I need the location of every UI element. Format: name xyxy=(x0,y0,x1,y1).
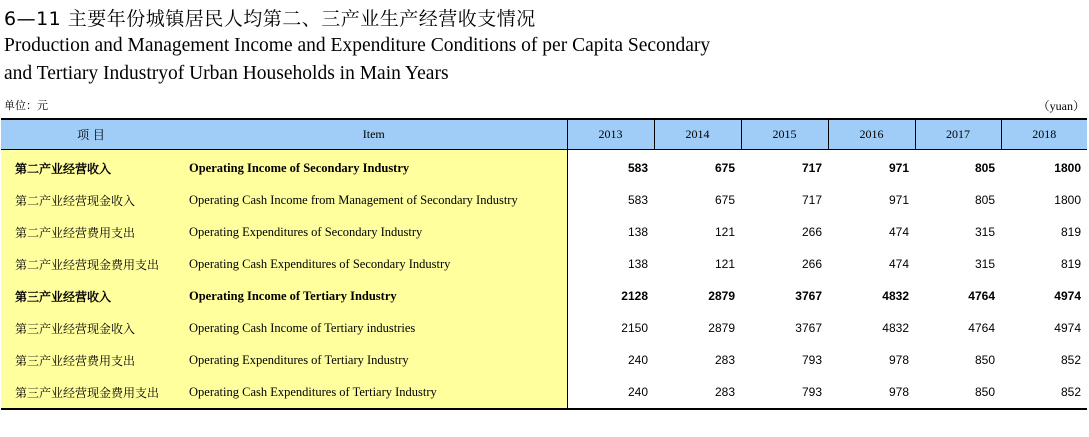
row-label-cn: 第二产业经营费用支出 xyxy=(1,216,181,248)
table-row xyxy=(1,344,1087,376)
value-cell: 675 xyxy=(714,161,735,175)
value-cell: 978 xyxy=(888,385,909,399)
header-item-cn: 项 目 xyxy=(1,119,181,150)
value-cell: 675 xyxy=(714,193,735,207)
table-row xyxy=(1,376,1087,409)
value-cell: 121 xyxy=(714,257,735,271)
table-body xyxy=(1,150,1087,410)
value-cell: 971 xyxy=(888,193,909,207)
value-cell: 138 xyxy=(627,257,648,271)
value-cell: 4832 xyxy=(882,289,909,303)
value-cell: 315 xyxy=(974,257,995,271)
header-year: 2018 xyxy=(1001,119,1087,150)
value-cell: 2128 xyxy=(621,289,648,303)
value-cell: 1800 xyxy=(1054,193,1081,207)
value-cell: 819 xyxy=(1060,225,1081,239)
value-cell: 852 xyxy=(1060,353,1081,367)
value-cell: 852 xyxy=(1060,385,1081,399)
table-title-en-line1: Production and Management Income and Expenditure Conditions of per Capita Secondary xyxy=(4,35,711,56)
value-cell: 2150 xyxy=(621,321,648,335)
header-year: 2013 xyxy=(567,119,654,150)
value-cell: 850 xyxy=(974,353,995,367)
value-cell: 793 xyxy=(801,385,822,399)
value-cell: 138 xyxy=(627,225,648,239)
value-cell: 266 xyxy=(801,257,822,271)
value-cell: 583 xyxy=(627,161,648,175)
unit-label-cn: 单位：元 xyxy=(4,99,48,112)
table-row xyxy=(1,184,1087,216)
value-cell: 717 xyxy=(801,161,822,175)
value-cell: 315 xyxy=(974,225,995,239)
value-cell: 2879 xyxy=(708,289,735,303)
value-cell: 240 xyxy=(627,353,648,367)
table-row xyxy=(1,216,1087,248)
value-cell: 850 xyxy=(974,385,995,399)
row-label-en: Operating Expenditures of Tertiary Industry xyxy=(181,344,567,376)
value-cell: 583 xyxy=(627,193,648,207)
value-cell: 283 xyxy=(714,353,735,367)
row-label-en: Operating Cash Expenditures of Secondary Industry xyxy=(181,248,567,280)
value-cell: 971 xyxy=(888,161,909,175)
value-cell: 266 xyxy=(801,225,822,239)
value-cell: 474 xyxy=(888,225,909,239)
value-cell: 717 xyxy=(801,193,822,207)
income-expenditure-table xyxy=(1,118,1087,410)
value-cell: 283 xyxy=(714,385,735,399)
value-cell: 4974 xyxy=(1054,289,1081,303)
value-cell: 4974 xyxy=(1054,321,1081,335)
row-label-cn: 第二产业经营现金费用支出 xyxy=(1,248,181,280)
row-label-en: Operating Cash Expenditures of Tertiary Industry xyxy=(181,376,567,409)
value-cell: 474 xyxy=(888,257,909,271)
value-cell: 819 xyxy=(1060,257,1081,271)
header-year: 2016 xyxy=(828,119,915,150)
row-label-cn: 第三产业经营费用支出 xyxy=(1,344,181,376)
table-row xyxy=(1,312,1087,344)
header-item-en: Item xyxy=(181,119,567,150)
row-label-cn: 第三产业经营现金费用支出 xyxy=(1,376,181,409)
row-label-cn: 第三产业经营现金收入 xyxy=(1,312,181,344)
value-cell: 4764 xyxy=(968,289,995,303)
row-label-en: Operating Expenditures of Secondary Industry xyxy=(181,216,567,248)
unit-label-en: （yuan） xyxy=(1037,99,1085,113)
row-label-en: Operating Income of Secondary Industry xyxy=(181,150,567,185)
header-year: 2017 xyxy=(915,119,1001,150)
value-cell: 4832 xyxy=(882,321,909,335)
table-header-row xyxy=(1,119,1087,150)
table-row xyxy=(1,280,1087,312)
value-cell: 3767 xyxy=(795,289,822,303)
value-cell: 793 xyxy=(801,353,822,367)
row-label-cn: 第三产业经营收入 xyxy=(1,280,181,312)
row-label-en: Operating Cash Income of Tertiary industries xyxy=(181,312,567,344)
value-cell: 121 xyxy=(714,225,735,239)
value-cell: 3767 xyxy=(795,321,822,335)
table-title-cn: 6—11 主要年份城镇居民人均第二、三产业生产经营收支情况 xyxy=(4,8,536,30)
value-cell: 805 xyxy=(974,193,995,207)
row-label-cn: 第二产业经营现金收入 xyxy=(1,184,181,216)
table-row xyxy=(1,150,1087,185)
header-year: 2015 xyxy=(741,119,828,150)
value-cell: 240 xyxy=(627,385,648,399)
table-row xyxy=(1,248,1087,280)
row-label-en: Operating Cash Income from Management of Secondary Industry xyxy=(181,184,567,216)
table-title-en-line2: and Tertiary Industryof Urban Households in Main Years xyxy=(4,63,449,84)
row-label-en: Operating Income of Tertiary Industry xyxy=(181,280,567,312)
value-cell: 4764 xyxy=(968,321,995,335)
value-cell: 978 xyxy=(888,353,909,367)
value-cell: 2879 xyxy=(708,321,735,335)
value-cell: 805 xyxy=(974,161,995,175)
value-cell: 1800 xyxy=(1054,161,1081,175)
header-year: 2014 xyxy=(654,119,741,150)
row-label-cn: 第二产业经营收入 xyxy=(1,150,181,185)
